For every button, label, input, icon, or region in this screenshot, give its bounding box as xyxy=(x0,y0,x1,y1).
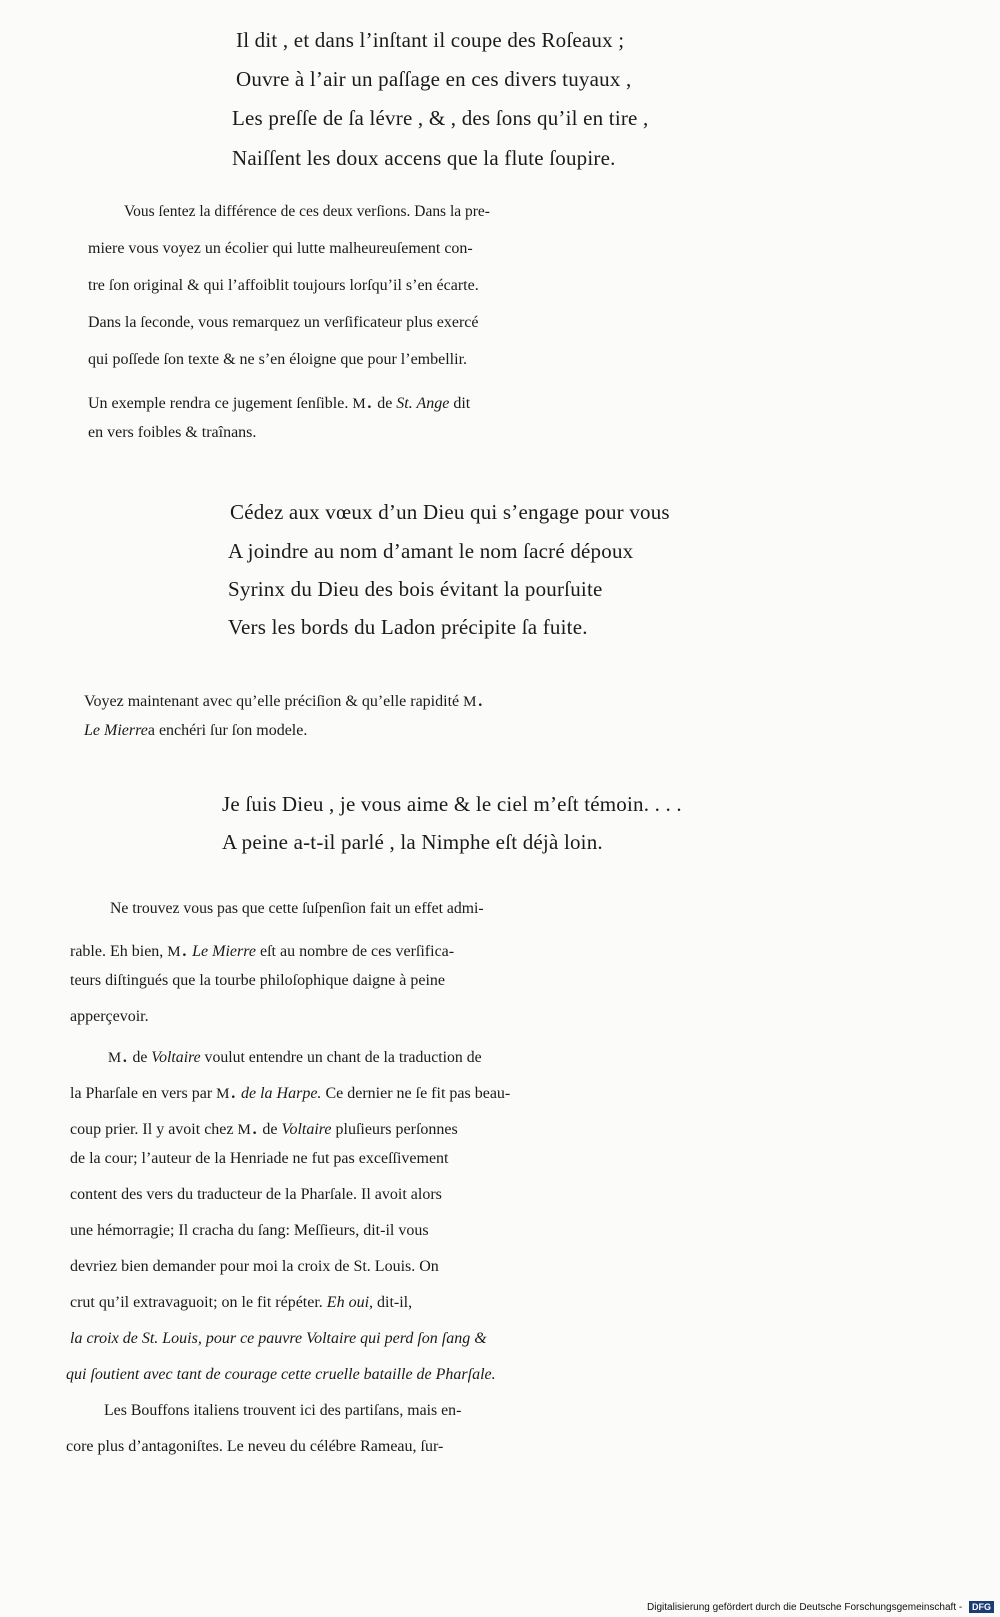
text: de xyxy=(262,1121,278,1138)
paragraph-line: devriez bien demander pour moi la croix de St. Louis. On xyxy=(70,1258,439,1275)
paragraph-line xyxy=(70,1078,950,1104)
paragraph-line: miere vous voyez un écolier qui lutte malheureuſement con- xyxy=(88,240,473,257)
text: la Pharſale en vers par xyxy=(70,1085,213,1102)
verse-line: A peine a-t-il parlé , la Nimphe eſt déjà loin. xyxy=(222,830,603,854)
paragraph-line xyxy=(70,1114,950,1140)
text: Voyez maintenant avec qu’elle préciſion & qu’elle rapidité xyxy=(84,693,460,710)
bleed-through xyxy=(800,38,805,61)
paragraph-line xyxy=(84,722,964,740)
text: rable. Eh bien, xyxy=(70,943,164,960)
person-name: Voltaire xyxy=(281,1121,332,1138)
italic-phrase: Eh oui, xyxy=(326,1294,374,1311)
paragraph-line: la croix de St. Louis, pour ce pauvre Voltaire qui perd ſon ſang & xyxy=(70,1330,487,1347)
text: a enchéri ſur ſon modele. xyxy=(147,722,308,739)
paragraph-line: core plus d’antagoniſtes. Le neveu du célébre Rameau, ſur- xyxy=(66,1438,444,1455)
paragraph-line: qui ſoutient avec tant de courage cette cruelle bataille de Pharſale. xyxy=(66,1366,496,1383)
text: de xyxy=(377,395,393,412)
verse-line: Vers les bords du Ladon précipite ſa fuite. xyxy=(228,615,588,639)
paragraph-line: Dans la ſeconde, vous remarquez un verſificateur plus exercé xyxy=(88,314,479,331)
person-name: Voltaire xyxy=(151,1049,201,1066)
text: dit xyxy=(453,395,471,412)
verse-line: Ouvre à l’air un paſſage en ces divers tuyaux , xyxy=(236,67,632,91)
text: crut qu’il extravaguoit; on le fit répéter. xyxy=(70,1294,323,1311)
abbrev-monsieur: m. xyxy=(463,686,484,711)
text: dit-il, xyxy=(377,1294,413,1311)
digitization-credit xyxy=(647,1601,994,1613)
verse-line: Cédez aux vœux d’un Dieu qui s’engage pour vous xyxy=(230,500,670,524)
paragraph-line xyxy=(70,936,950,962)
paragraph-line: Ne trouvez vous pas que cette ſuſpenſion fait un effet admi- xyxy=(110,900,484,917)
paragraph-line: qui poſſede ſon texte & ne s’en éloigne que pour l’embellir. xyxy=(88,351,468,368)
text: de xyxy=(132,1049,148,1066)
dfg-logo: DFG xyxy=(969,1601,994,1613)
paragraph-line xyxy=(108,1042,975,1068)
verse-line: A joindre au nom d’amant le nom ſacré dépoux xyxy=(228,539,634,563)
paragraph-line: apperçevoir. xyxy=(70,1008,149,1025)
abbrev-monsieur: m. xyxy=(216,1078,237,1103)
paragraph-line xyxy=(70,1294,950,1312)
paragraph-line: Les Bouffons italiens trouvent ici des partiſans, mais en- xyxy=(104,1402,462,1419)
text: eſt au nombre de ces verſifica- xyxy=(259,943,455,960)
verse-line: Les preſſe de ſa lévre , & , des ſons qu’il en tire , xyxy=(232,106,649,130)
paragraph-line: une hémorragie; Il cracha du ſang: Meſſieurs, dit-il vous xyxy=(70,1222,429,1239)
text: pluſieurs perſonnes xyxy=(335,1121,458,1138)
text: Un exemple rendra ce jugement ſenſible. xyxy=(88,395,349,412)
paragraph-line: en vers foibles & traînans. xyxy=(88,424,257,441)
paragraph-line: tre ſon original & qui l’affoiblit toujours lorſqu’il s’en écarte. xyxy=(88,277,479,294)
person-name: Le Mierre xyxy=(84,722,148,739)
paragraph-line: Vous ſentez la différence de ces deux verſions. Dans la pre- xyxy=(124,203,490,220)
person-name: de la Harpe. xyxy=(241,1085,322,1102)
abbrev-monsieur: m. xyxy=(352,388,374,413)
verse-line: Naiſſent les doux accens que la flute ſoupire. xyxy=(232,146,616,170)
verse-line: Syrinx du Dieu des bois évitant la pourſuite xyxy=(228,577,603,601)
abbrev-monsieur: m. xyxy=(237,1114,259,1139)
abbrev-monsieur: m. xyxy=(167,936,189,961)
verse-line: Il dit , et dans l’inſtant il coupe des Roſeaux ; xyxy=(236,28,625,52)
text: coup prier. Il y avoit chez xyxy=(70,1121,234,1138)
paragraph-line: de la cour; l’auteur de la Henriade ne fut pas exceſſivement xyxy=(70,1150,449,1167)
paragraph-line xyxy=(88,388,968,414)
text: Ce dernier ne ſe fit pas beau- xyxy=(325,1085,511,1102)
verse-line: Je ſuis Dieu , je vous aime & le ciel m’eſt témoin. . . . xyxy=(222,792,682,816)
credit-text: Digitalisierung gefördert durch die Deutsche Forschungsgemeinschaft - xyxy=(647,1602,963,1613)
person-name: St. Ange xyxy=(396,395,450,412)
paragraph-line: teurs diſtingués que la tourbe philoſophique daigne à peine xyxy=(70,972,446,989)
person-name: Le Mierre xyxy=(192,943,256,960)
paragraph-line: content des vers du traducteur de la Pharſale. Il avoit alors xyxy=(70,1186,442,1203)
abbrev-monsieur: m. xyxy=(108,1042,129,1067)
paragraph-line xyxy=(84,686,964,712)
text: voulut entendre un chant de la traduction de xyxy=(204,1049,482,1066)
